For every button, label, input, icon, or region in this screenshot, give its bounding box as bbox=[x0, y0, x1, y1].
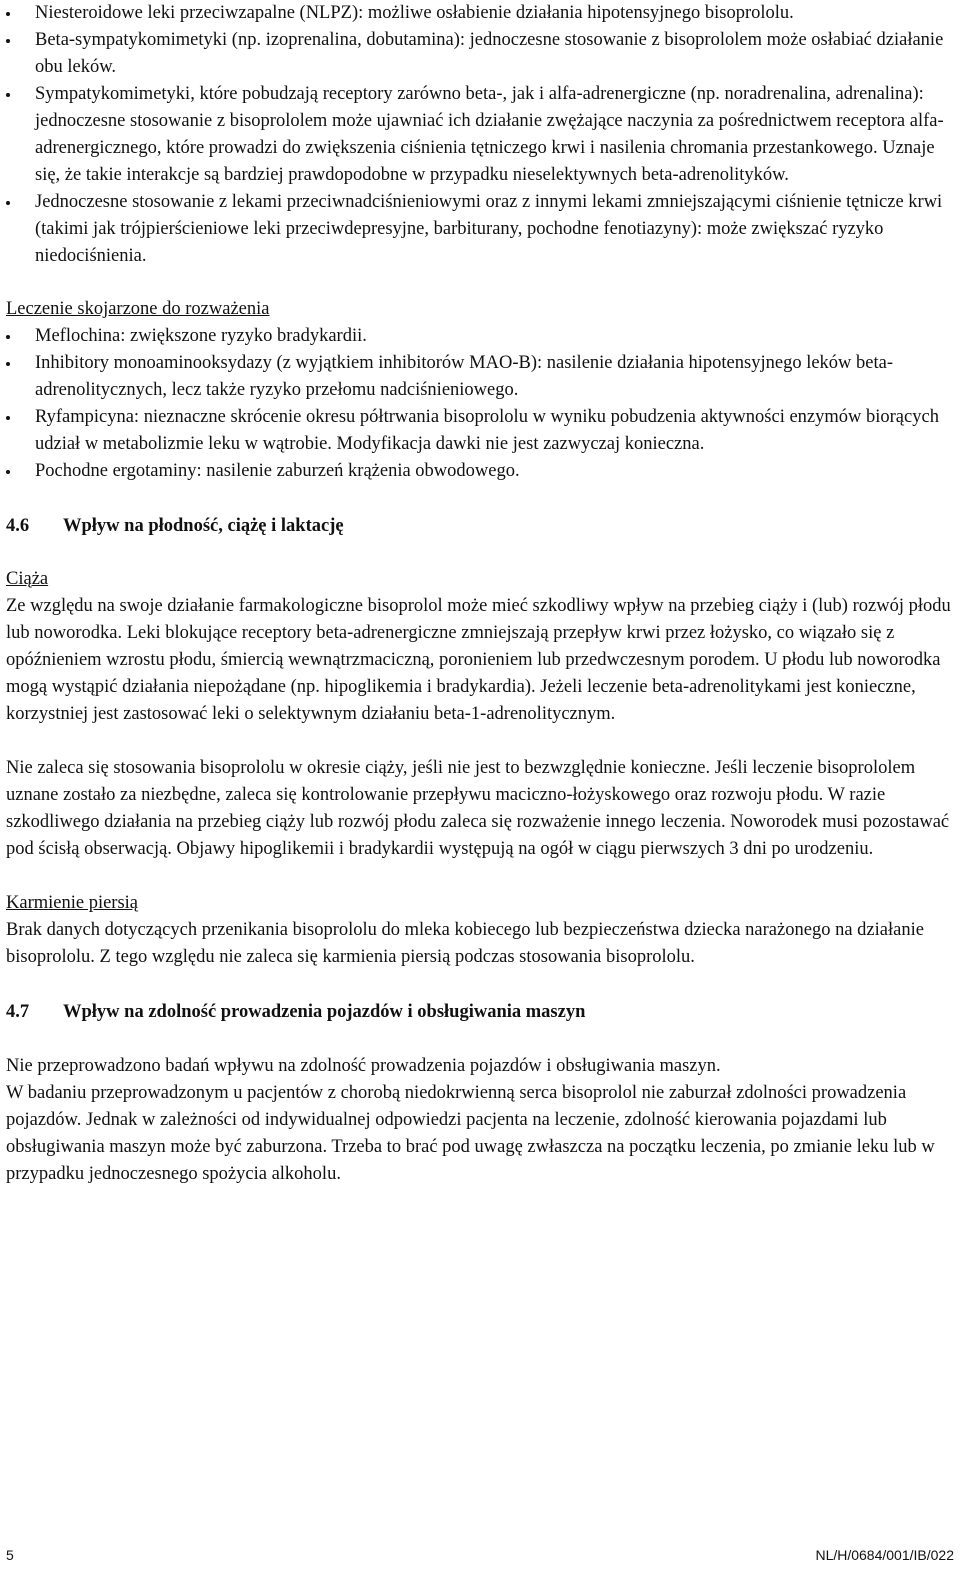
bullet-icon bbox=[6, 416, 10, 420]
bullet-icon bbox=[6, 12, 10, 16]
section-4-7-heading bbox=[6, 999, 954, 1026]
driving-paragraph-1: Nie przeprowadzono badań wpływu na zdolność prowadzenia pojazdów i obsługiwania maszyn. bbox=[6, 1056, 721, 1076]
bullet-icon bbox=[6, 470, 10, 474]
pregnancy-paragraph-1: Ze względu na swoje działanie farmakologiczne bisoprolol może mieć szkodliwy wpływ na przebieg ciąży i (lub) rozwój płodu lub noworodka. Leki blokujące receptory beta-adrenergiczne zmniejszają przepływ krwi przez łożysko, co wiązało się z opóźnieniem wzrostu płodu, śmiercią wewnątrzmaciczną, poronieniem lub przedwczesnym porodem. U płodu lub noworodka mogą wystąpić działania niepożądane (np. hipoglikemia i bradykardia). Jeżeli leczenie beta-adrenolitykami jest konieczne, korzystniej jest zastosować leki o selektywnym działaniu beta-1-adrenolitycznym. bbox=[6, 596, 951, 724]
section-title: Wpływ na zdolność prowadzenia pojazdów i obsługiwania maszyn bbox=[63, 1002, 586, 1022]
driving-paragraph-2: W badaniu przeprowadzonym u pacjentów z chorobą niedokrwienną serca bisoprolol nie zaburzał zdolności prowadzenia pojazdów. Jednak w zależności od indywidualnej odpowiedzi pacjenta na leczenie, zdolność kierowania pojazdami lub obsługiwania maszyn może być zaburzona. Trzeba to brać pod uwagę zwłaszcza na początku leczenia, po zmianie leku lub w przypadku jednoczesnego spożycia alkoholu. bbox=[6, 1083, 935, 1184]
list-item: Jednoczesne stosowanie z lekami przeciwnadciśnieniowymi oraz z innymi lekami zmniejszającymi ciśnienie tętnicze krwi (takimi jak trójpierścieniowe leki przeciwdepresyjne, barbiturany, pochodne fenotiazyny): może zwiększać ryzyko niedociśnienia. bbox=[6, 189, 954, 270]
list-item: Niesteroidowe leki przeciwzapalne (NLPZ): możliwe osłabienie działania hipotensyjnego bisoprololu. bbox=[6, 0, 954, 27]
interactions-list bbox=[6, 0, 954, 270]
breastfeeding-paragraph: Brak danych dotyczących przenikania bisoprololu do mleka kobiecego lub bezpieczeństwa dziecka narażonego na działanie bisoprololu. Z tego względu nie zaleca się karmienia piersią podczas stosowania bisoprololu. bbox=[6, 920, 924, 967]
document-page bbox=[6, 0, 954, 1188]
section-title: Wpływ na płodność, ciążę i laktację bbox=[63, 516, 344, 536]
section-number: 4.7 bbox=[6, 1002, 30, 1022]
list-item: Meflochina: zwiększone ryzyko bradykardii. bbox=[6, 323, 954, 350]
list-item: Sympatykomimetyki, które pobudzają receptory zarówno beta-, jak i alfa-adrenergiczne (np. noradrenalina, adrenalina): jednoczesne stosowanie z bisoprololem może ujawniać ich działanie zwężające naczynia za pośrednictwem receptora alfa-adrenergicznego, które prowadzi do zwiększenia ciśnienia tętniczego krwi i nasilenia chromania przestankowego. Uznaje się, że takie interakcje są bardziej prawdopodobne w przypadku nieselektywnych beta-adrenolityków. bbox=[6, 81, 954, 189]
list-item: Inhibitory monoaminooksydazy (z wyjątkiem inhibitorów MAO-B): nasilenie działania hipotensyjnego leków beta-adrenolitycznych, lecz także ryzyko przełomu nadciśnieniowego. bbox=[6, 350, 954, 404]
section-number: 4.6 bbox=[6, 516, 30, 536]
combination-list bbox=[6, 323, 954, 485]
list-item: Pochodne ergotaminy: nasilenie zaburzeń krążenia obwodowego. bbox=[6, 458, 954, 485]
pregnancy-heading: Ciąża bbox=[6, 569, 49, 589]
list-item: Ryfampicyna: nieznaczne skrócenie okresu półtrwania bisoprololu w wyniku pobudzenia aktywności enzymów biorących udział w metabolizmie leku w wątrobie. Modyfikacja dawki nie jest zazwyczaj konieczna. bbox=[6, 404, 954, 458]
section-4-6-heading bbox=[6, 513, 954, 540]
bullet-icon bbox=[6, 362, 10, 366]
document-reference: NL/H/0684/001/IB/022 bbox=[815, 1547, 954, 1563]
bullet-icon bbox=[6, 93, 10, 97]
bullet-icon bbox=[6, 39, 10, 43]
bullet-icon bbox=[6, 335, 10, 339]
combination-heading: Leczenie skojarzone do rozważenia bbox=[6, 299, 270, 319]
bullet-icon bbox=[6, 201, 10, 205]
page-number: 5 bbox=[6, 1547, 14, 1563]
pregnancy-paragraph-2: Nie zaleca się stosowania bisoprololu w okresie ciąży, jeśli nie jest to bezwzględnie konieczne. Jeśli leczenie bisoprololem uznane zostało za niezbędne, zaleca się kontrolowanie przepływu maciczno-łożyskowego oraz rozwoju płodu. W razie szkodliwego działania na przebieg ciąży lub rozwój płodu zaleca się rozważenie innego leczenia. Noworodek musi pozostawać pod ścisłą obserwacją. Objawy hipoglikemii i bradykardii występują na ogół w ciągu pierwszych 3 dni po urodzeniu. bbox=[6, 758, 950, 859]
list-item: Beta-sympatykomimetyki (np. izoprenalina, dobutamina): jednoczesne stosowanie z bisoprololem może osłabiać działanie obu leków. bbox=[6, 27, 954, 81]
breastfeeding-heading: Karmienie piersią bbox=[6, 893, 139, 913]
